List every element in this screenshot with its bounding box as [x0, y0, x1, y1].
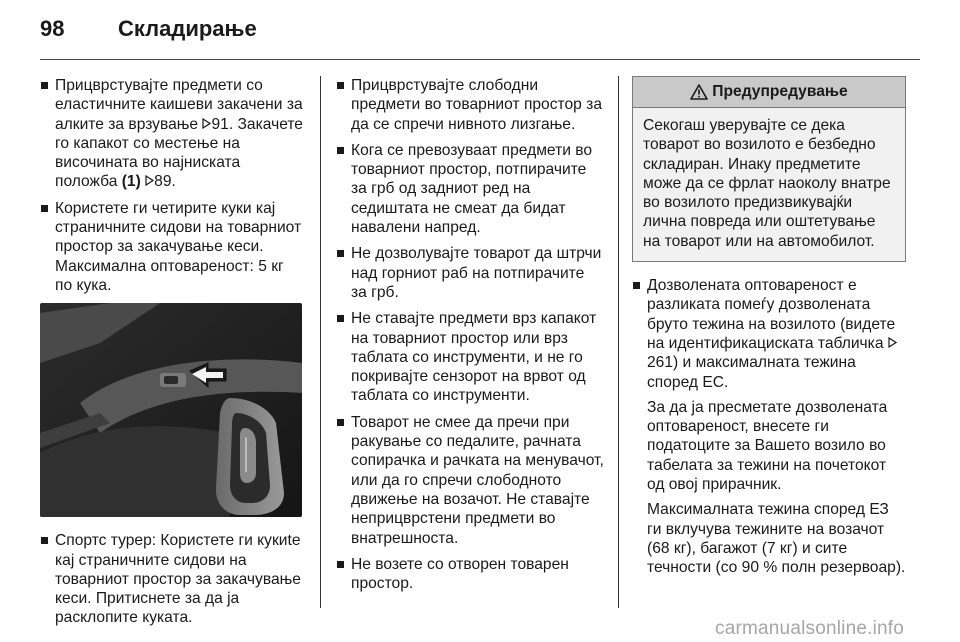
list-item: Не ставајте предмети врз капакот на товарниот простор или врз таблата со инструменти, и не го покривајте сензорот на врвот од таблата со инструменти.	[336, 309, 604, 405]
list-item: Дозволената оптовареност е разликата помеѓу дозволената бруто тежина на возилото (видете на идентификациската табличка 261) и максималната тежина според ЕС. За да ја пресметате дозволената оптовареност, внесете ги податоците за Вашето возило во табелата за тежини на почетокот од овој прирачник. Максималната тежина според ЕЗ ги вклучува тежините на возачот (68 кг), багажот (7 кг) и сите течности (со 90 % полн резервоар).	[632, 276, 906, 577]
warning-triangle-icon	[690, 84, 708, 100]
column-divider	[618, 76, 619, 608]
warning-header	[633, 77, 905, 108]
warning-title: Предупредување	[712, 83, 848, 101]
list-item: Користете ги четирите куки кај страничните сидови на товарниот простор за закачување кеси. Максимална оптовареност: 5 кг по кука.	[40, 199, 304, 295]
page-ref[interactable]: 261	[647, 354, 674, 372]
paragraph: Максималната тежина според ЕЗ ги вклучува тежините на возачот (68 кг), багажот (7 кг) и сите течности (со 90 % полн резервоар).	[647, 501, 906, 577]
watermark: carmanualsonline.info	[715, 618, 905, 639]
header-divider	[40, 59, 920, 60]
column-2	[336, 76, 604, 600]
page-title: Складирање	[118, 16, 257, 41]
page-header	[0, 0, 960, 60]
list-item: Кога се превозуваат предмети во товарниот простор, потпирачите за грб од задниот ред на седиштата не смеат да бидат навалени напред.	[336, 141, 604, 237]
cargo-hook-photo	[40, 303, 302, 517]
column-divider	[320, 76, 321, 608]
page-ref[interactable]: 89	[154, 173, 172, 191]
callout-number: (1)	[121, 173, 141, 191]
list-item: Прицврстувајте слободни предмети во товарниот простор за да се спречи нивното лизгање.	[336, 76, 604, 134]
list-item: Спортс турер: Користете ги кукиte кај страничните сидови на товарниот простор за закачување кеси. Притиснете за да ја расклопите куката.	[40, 531, 304, 627]
column-3	[632, 76, 906, 585]
warning-box	[632, 76, 906, 262]
warning-text: Секогаш уверувајте се дека товарот во возилото е безбедно складиран. Инаку предметите може да се фрлат наоколу внатре во возилото предизвикувајќи лична повреда или оштетување на товарот или на автомобилот.	[643, 117, 891, 250]
page-ref[interactable]: 91	[211, 115, 229, 133]
page-number: 98	[40, 16, 65, 41]
page-ref-arrow-icon[interactable]	[145, 175, 154, 186]
list-item: Товарот не смее да пречи при ракувањe со педалите, рачната сопирачка и рачката на менувачот, или да го спречи слободното движење на возачот. Не ставајте неприцврстени предмети во внатрешноста.	[336, 413, 604, 548]
list-item: Не дозволувајте товарот да штрчи над горниот раб на потпирачите за грб.	[336, 244, 604, 302]
column-1	[40, 76, 304, 635]
list-item: Не возете со отворен товарен простор.	[336, 555, 604, 594]
page-ref-arrow-icon[interactable]	[888, 337, 897, 348]
paragraph: За да ја пресметате дозволената оптовареност, внесете ги податоците за Вашето возило во табелата за тежини на почетокот од овој прирачник.	[647, 398, 888, 494]
list-item: Прицврстувајте предмети со еластичните каишеви закачени за алките за врзување 91. Закачете го капакот со местење на височината во најниската положба (1) 89.	[40, 76, 304, 192]
